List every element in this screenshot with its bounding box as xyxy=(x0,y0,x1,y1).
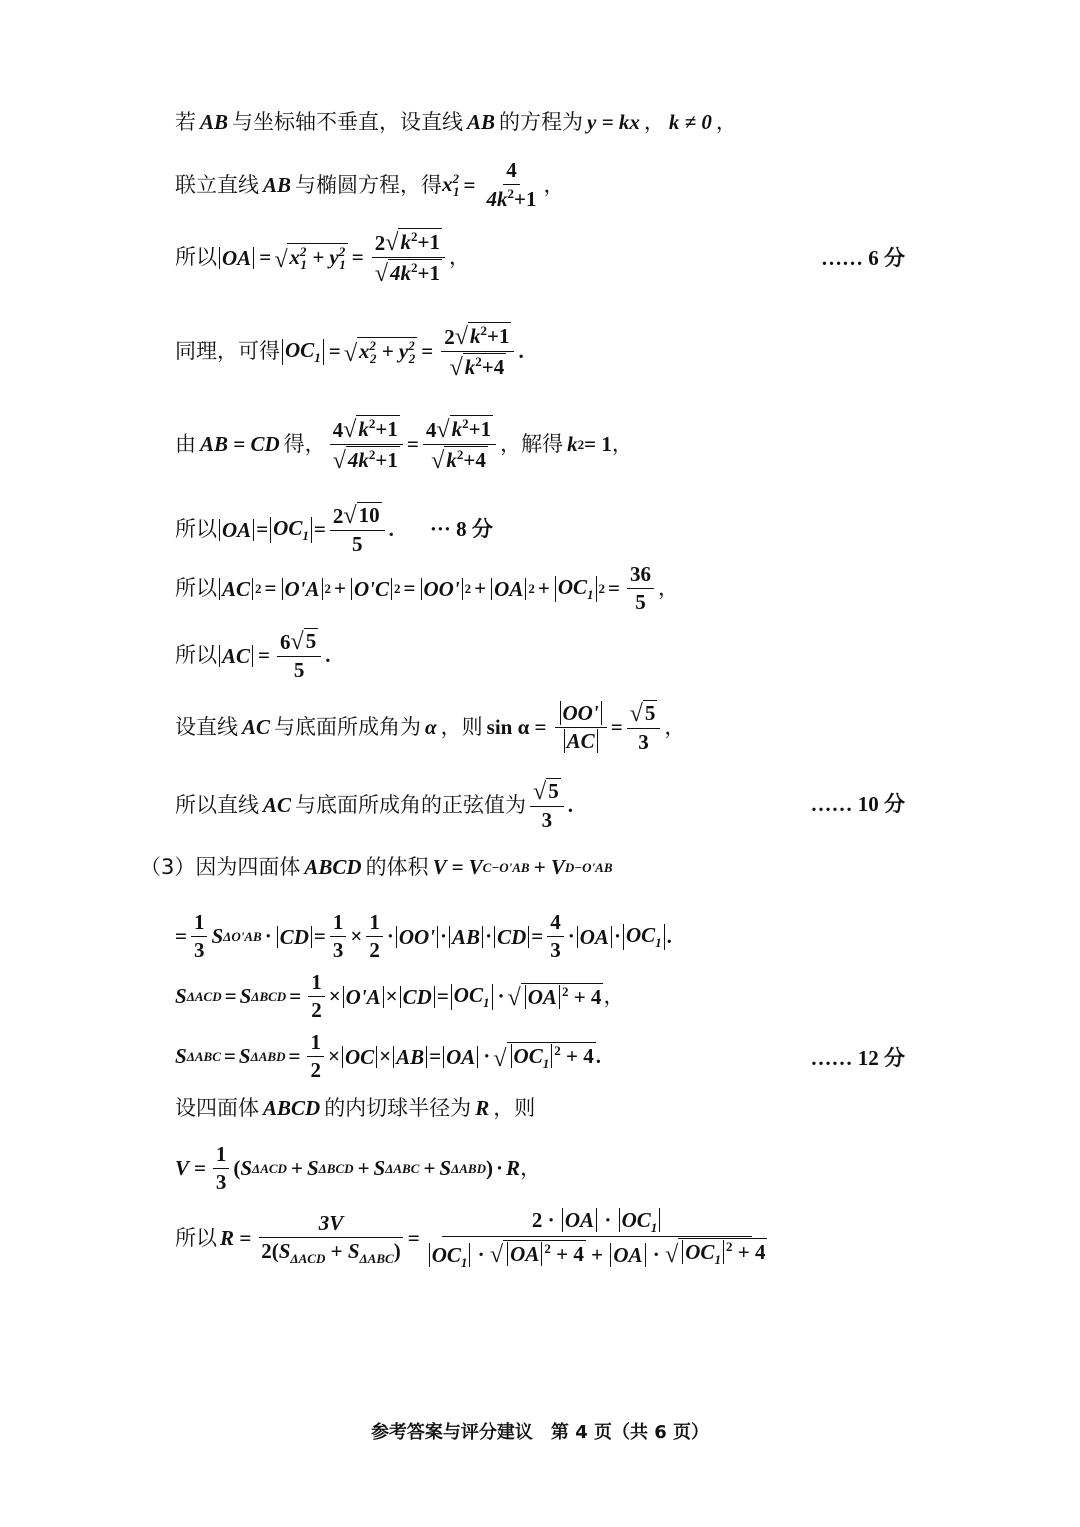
line-15: 设四面体 ABCD 的内切球半径为 R ，则 xyxy=(175,1096,536,1120)
text: ，解得 xyxy=(500,432,564,457)
fraction xyxy=(484,158,540,212)
abs-value: $OC_1$ xyxy=(555,576,597,602)
text: 所以直线 xyxy=(175,793,259,818)
text: 联立直线 xyxy=(175,172,259,197)
math: sin α = xyxy=(486,715,547,740)
math: ABCD xyxy=(304,855,362,879)
line-7: 所以 AC 2 = O'A 2 + O'C 2 = OO' 2 + OA 2 + $OC_1$ 2 = $\frac{36}{5}$ ， xyxy=(175,562,680,615)
text: 所以 xyxy=(175,576,217,601)
line-10: 所以直线 AC 与底面所成角的正弦值为 √ 5 3 . xyxy=(175,778,574,833)
text: ，则 xyxy=(440,715,483,740)
fraction: √ 5 3 xyxy=(627,700,661,755)
abs-value: O'C xyxy=(351,578,392,600)
text: 若 xyxy=(175,110,196,134)
line-6: 所以 OA = $OC_1$ = 2 √ 10 5 . ··· 8 分 xyxy=(175,502,493,557)
fraction: √ 5 3 xyxy=(530,778,564,833)
text: 所以 xyxy=(175,643,217,668)
line-13: S ΔACD = S ΔBCD = $\frac{1}{2}$ × O'A × CD = $OC_1$ · √ OA $^2$ + 4 ， xyxy=(175,970,625,1023)
sqrt: √ $x^2_1 + y^2_1$ xyxy=(274,243,346,274)
abs-value: OA xyxy=(491,578,526,600)
abs-value: O'A xyxy=(282,578,323,600)
math: AB xyxy=(200,110,229,134)
equals: = xyxy=(328,339,341,364)
text: 与坐标轴不垂直，设直线 xyxy=(232,110,464,134)
fraction: $\frac{3V}{2(S_{\Delta ACD} + S_{\Delta ABC})}$ xyxy=(258,1211,404,1267)
score-mark: …… 12 分 xyxy=(810,1046,905,1070)
text: ， xyxy=(448,245,470,270)
math: α xyxy=(425,715,437,740)
line-1 xyxy=(175,110,737,135)
line-16: V = $\frac{1}{3}$ ( S ΔACD + S ΔBCD + S ΔABC + S ΔABD ) · R ， xyxy=(175,1142,542,1195)
line-4: 同理，可得 $OC_1$ = √ $x^2_2 + y^2_2$ = 2 √ $k^2+1$ √ $k^2+4$ . xyxy=(175,323,524,382)
line-9: 设直线 AC 与底面所成角为 α ，则 sin α = $\frac{OO'}{AC}$ = √ 5 3 ， xyxy=(175,700,686,755)
text: 所以 xyxy=(175,245,217,270)
math: AC xyxy=(263,793,292,818)
fraction: $\frac{36}{5}$ xyxy=(627,562,654,615)
text: 与底面所成角的正弦值为 xyxy=(295,793,527,818)
text: 与底面所成角为 xyxy=(274,715,422,740)
score-mark: …… 6 分 xyxy=(821,246,905,270)
score-mark: ··· 8 分 xyxy=(429,517,493,542)
math: V = V xyxy=(432,855,483,879)
text: . xyxy=(518,339,524,364)
text: 的方程为 xyxy=(499,110,584,134)
line-3: 所以 OA = √ $x^2_1 + y^2_1$ = 2 √ $k^2+1$ √ $4k^2+1$ ， xyxy=(175,229,470,288)
text: 所以 xyxy=(175,517,217,542)
fraction: 2 √ 10 5 xyxy=(330,502,385,557)
page-footer: 参考答案与评分建议 第 4 页（共 6 页） xyxy=(370,1422,710,1443)
text: 设直线 xyxy=(175,715,238,740)
abs-value: $OC_1$ xyxy=(270,517,312,543)
math: y = kx xyxy=(587,110,640,134)
text: 同理，可得 xyxy=(175,339,280,364)
sqrt: √ $x^2_2 + y^2_2$ xyxy=(343,337,416,368)
text: ， xyxy=(543,172,565,197)
text: 的体积 xyxy=(365,855,429,879)
numerator: 4 xyxy=(503,158,520,185)
text: 由 xyxy=(175,432,196,457)
line-14: S ΔABC = S ΔABD = $\frac{1}{2}$ × OC × AB = OA · √ $OC_1^2 + 4$ . xyxy=(175,1030,601,1083)
abs-value: OA xyxy=(219,247,254,269)
fraction: 4 √ $k^2+1$ √ $k^2+4$ xyxy=(423,415,496,474)
line-5: 由 AB = CD 得， 4 √ $k^2+1$ √ $4k^2+1$ = 4 √ $k^2+1$ √ $k^2+4$ ，解得 k 2 = 1 ， xyxy=(175,416,633,475)
math: AB xyxy=(467,110,496,134)
fraction: $\frac{OO'}{AC}$ xyxy=(555,701,607,754)
math: k ≠ 0 xyxy=(668,110,712,134)
line-8: 所以 AC = 6 √ 5 5 . xyxy=(175,628,331,683)
fraction: 4 √ $k^2+1$ √ $4k^2+1$ xyxy=(330,415,403,474)
line-17: 所以 R = $\frac{3V}{2(S_{\Delta ACD} + S_{\Delta ABC})}$ = 2 · OA · $OC_1$ $OC_1$ · √ OA $^2$ + 4 + OA · √ $OC_1^2 + 4$ xyxy=(175,1208,774,1269)
fraction: 2 √ $k^2+1$ √ $k^2+4$ xyxy=(441,322,514,381)
line-2 xyxy=(175,158,565,212)
line-12: = $\frac{1}{3}$ S ΔO'AB · CD = $\frac{1}{3}$ × $\frac{1}{2}$ · OO' · AB · CD = $\frac{4}{3}$ · OA · $OC_1$ . xyxy=(175,910,672,963)
abs-value: OO' xyxy=(421,578,463,600)
text: 与椭圆方程，得 xyxy=(295,172,443,197)
math: AC xyxy=(242,715,271,740)
math: AB xyxy=(263,172,292,197)
fraction: 2 · OA · $OC_1$ $OC_1$ · √ OA $^2$ + 4 + OA · √ $OC_1^2 + 4$ xyxy=(424,1208,771,1269)
score-mark: …… 10 分 xyxy=(810,792,905,816)
fraction: 6 √ 5 5 xyxy=(277,628,321,683)
math: $x^2_1$ xyxy=(442,170,460,199)
abs-value: AC xyxy=(219,645,253,667)
math: k xyxy=(567,432,578,457)
abs-value: AC xyxy=(219,578,253,600)
fraction: 2 √ $k^2+1$ √ $4k^2+1$ xyxy=(372,228,445,287)
line-11: （3）因为四面体 ABCD 的体积 V = V C−O'AB + V D−O'AB xyxy=(140,855,613,879)
equals: = xyxy=(463,172,476,197)
denominator: $4k^2+1$ xyxy=(486,186,537,212)
text: 得， xyxy=(283,432,326,457)
text: ， xyxy=(611,432,633,457)
text: ， xyxy=(643,110,665,134)
math: AB = CD xyxy=(200,432,280,457)
abs-value: $OC_1$ xyxy=(282,339,324,365)
abs-value: OA xyxy=(219,519,254,541)
text: （3）因为四面体 xyxy=(140,855,301,879)
equals: = xyxy=(259,245,272,270)
text: ， xyxy=(715,110,737,134)
